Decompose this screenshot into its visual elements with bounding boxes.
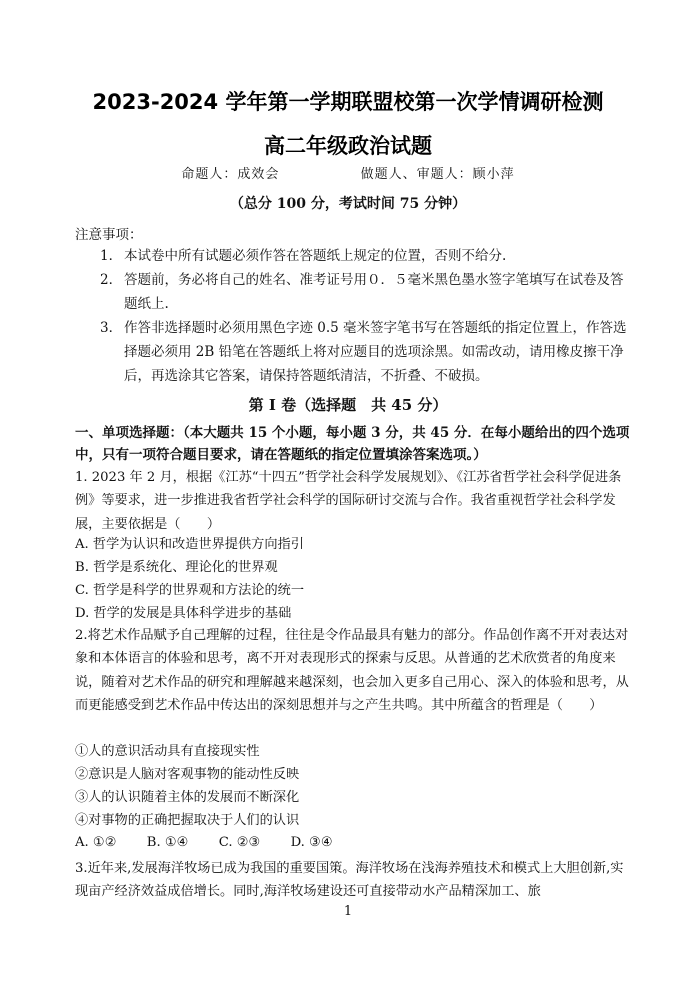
question-2-option-a: A. ①② xyxy=(75,835,117,850)
question-reviewer: 做题人、审题人：顾小萍 xyxy=(360,167,515,182)
question-1-option-b: B. 哲学是系统化、理论化的世界观 xyxy=(75,560,278,575)
authors-line xyxy=(0,163,696,182)
notice-item xyxy=(100,244,631,268)
notice-item xyxy=(100,268,631,316)
notice-item xyxy=(100,316,631,388)
score-time-info: （总分 100 分，考试时间 75 分钟） xyxy=(229,196,467,212)
question-2-options xyxy=(75,832,359,854)
question-1-option-d: D. 哲学的发展是具体科学进步的基础 xyxy=(75,606,292,621)
notice-item-number: 3． xyxy=(100,320,123,336)
question-2-statement-2: ②意识是人脑对客观事物的能动性反映 xyxy=(75,767,300,782)
question-setter: 命题人：成效会 xyxy=(181,167,280,182)
question-2-statement-1: ①人的意识活动具有直接现实性 xyxy=(75,744,260,759)
question-2-statement-3: ③人的认识随着主体的发展而不断深化 xyxy=(75,790,300,805)
question-2-statement-4: ④对事物的正确把握取决于人们的认识 xyxy=(75,813,300,828)
part-instruction: 一、单项选择题：（本大题共 15 个小题，每小题 3 分，共 45 分．在每小题给出的四个选项中，只有一项符合题目要求，请在答题纸的指定位置填涂答案选项。） xyxy=(75,425,630,463)
question-1-option-a: A. 哲学为认识和改造世界提供方向指引 xyxy=(75,537,304,552)
notice-item-number: 1． xyxy=(100,248,123,264)
question-2-option-c: C. ②③ xyxy=(218,835,261,850)
question-2-stem: 2.将艺术作品赋予自己理解的过程，往往是令作品最具有魅力的部分。作品创作离不开对表达对象和本体语言的体验和思考，离不开对表现形式的探索与反思。从普通的艺术欣赏者的角度来说，随着对艺术作品的研究和理解越来越深刻，也会加入更多自己用心、深入的体验和思考，从而更能感受到艺术作品中传达出的深刻思想并与之产生共鸣。其中所蕴含的哲理是（ ） xyxy=(75,628,629,713)
exam-title: 2023-2024 学年第一学期联盟校第一次学情调研检测 xyxy=(92,90,604,114)
notice-item-number: 2． xyxy=(100,272,123,288)
question-2-option-d: D. ③④ xyxy=(290,835,333,850)
notice-item-text: 作答非选择题时必须用黑色字迹 0.5 毫米签字笔书写在答题纸的指定位置上，作答选择题必须用 2B 铅笔在答题纸上将对应题目的选项涂黑。如需改动，请用橡皮擦干净后，再选涂其它答案，请保持答题纸清洁，不折叠、不破损。 xyxy=(124,320,627,384)
notice-item-text: 本试卷中所有试题必须作答在答题纸上规定的位置，否则不给分. xyxy=(124,248,507,264)
section-title: 第 I 卷（选择题 共 45 分） xyxy=(248,396,448,414)
notice-heading: 注意事项： xyxy=(75,227,143,243)
question-1-stem: 1. 2023 年 2 月，根据《江苏“十四五”哲学社会科学发展规划》、《江苏省哲学社会科学促进条例》等要求，进一步推进我省哲学社会科学的国际研讨交流与合作。我省重视哲学社会科学发展，主要依据是（ ） xyxy=(75,470,622,532)
page-number: 1 xyxy=(343,904,353,919)
question-2-option-b: B. ①④ xyxy=(146,835,189,850)
question-3-stem: 3.近年来,发展海洋牧场已成为我国的重要国策。海洋牧场在浅海养殖技术和模式上大胆创新,实现亩产经济效益成倍增长。同时,海洋牧场建设还可直接带动水产品精深加工、旅 xyxy=(75,861,624,900)
notice-item-text: 答题前，务必将自己的姓名、准考证号用０．５毫米黑色墨水签字笔填写在试卷及答题纸上. xyxy=(124,272,624,312)
exam-subtitle: 高二年级政治试题 xyxy=(264,134,432,158)
question-1-option-c: C. 哲学是科学的世界观和方法论的统一 xyxy=(75,583,305,598)
